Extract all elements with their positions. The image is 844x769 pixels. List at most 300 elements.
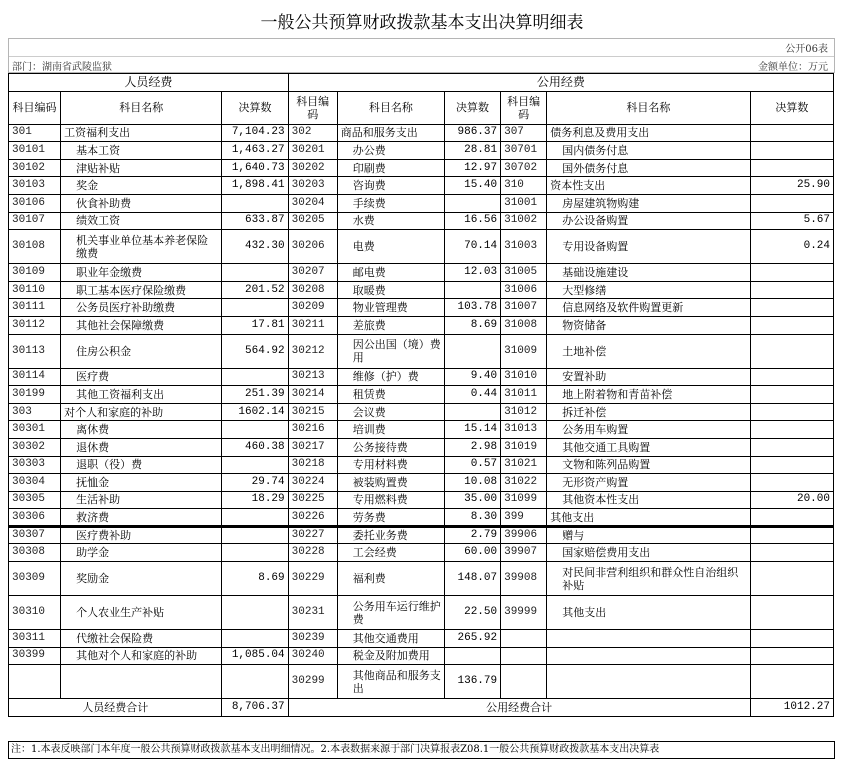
cell-name: 住房公积金	[61, 334, 222, 368]
table-row	[9, 299, 834, 317]
cell-amount: 10.08	[444, 474, 500, 492]
cell-amount	[750, 403, 833, 421]
cell-amount: 8.69	[222, 562, 288, 596]
table-row	[9, 264, 834, 282]
cell-name: 取暖费	[337, 281, 444, 299]
cell-name: 地上附着物和青苗补偿	[547, 386, 750, 404]
table-row	[9, 456, 834, 474]
cell-code: 30215	[288, 403, 337, 421]
cell-amount: 2.98	[444, 438, 500, 456]
cell-code: 31006	[501, 281, 547, 299]
cell-code: 30209	[288, 299, 337, 317]
public-header: 公用经费	[288, 74, 833, 92]
cell-amount: 460.38	[222, 438, 288, 456]
cell-code: 30301	[9, 421, 61, 439]
table-row	[9, 194, 834, 212]
table-row	[9, 509, 834, 527]
cell-amount	[750, 596, 833, 630]
cell-amount: 15.40	[444, 177, 500, 195]
cell-name: 奖金	[61, 177, 222, 195]
cell-code: 30240	[288, 647, 337, 665]
cell-code: 30216	[288, 421, 337, 439]
cell-code: 30114	[9, 368, 61, 386]
cell-amount	[750, 194, 833, 212]
personnel-total-value: 8,706.37	[222, 699, 288, 717]
cell-name: 物资储备	[547, 316, 750, 334]
cell-code: 30308	[9, 544, 61, 562]
cell-code: 30239	[288, 630, 337, 648]
cell-amount: 432.30	[222, 230, 288, 264]
cell-name: 伙食补助费	[61, 194, 222, 212]
cell-name: 助学金	[61, 544, 222, 562]
cell-name: 职业年金缴费	[61, 264, 222, 282]
table-row	[9, 142, 834, 160]
table-row	[9, 491, 834, 509]
cell-code: 30110	[9, 281, 61, 299]
cell-code: 30205	[288, 212, 337, 230]
cell-code: 31022	[501, 474, 547, 492]
cell-name: 抚恤金	[61, 474, 222, 492]
cell-amount	[222, 526, 288, 544]
public-total-value: 1012.27	[750, 699, 833, 717]
cell-name: 电费	[337, 230, 444, 264]
cell-amount: 5.67	[750, 212, 833, 230]
cell-amount	[750, 386, 833, 404]
cell-code: 31012	[501, 403, 547, 421]
cell-code: 30399	[9, 647, 61, 665]
cell-code: 30113	[9, 334, 61, 368]
cell-amount	[750, 526, 833, 544]
expenditure-table	[8, 73, 834, 717]
cell-name: 工资福利支出	[61, 124, 222, 142]
cell-amount	[750, 421, 833, 439]
cell-amount: 2.79	[444, 526, 500, 544]
cell-amount	[222, 596, 288, 630]
table-row	[9, 368, 834, 386]
cell-amount	[750, 647, 833, 665]
cell-code: 30227	[288, 526, 337, 544]
cell-name: 维修（护）费	[337, 368, 444, 386]
cell-code: 30106	[9, 194, 61, 212]
table-row	[9, 665, 834, 699]
cell-code: 303	[9, 403, 61, 421]
cell-amount	[750, 316, 833, 334]
cell-code: 30304	[9, 474, 61, 492]
cell-amount: 8.30	[444, 509, 500, 527]
cell-code: 301	[9, 124, 61, 142]
table-row	[9, 544, 834, 562]
cell-name: 公务员医疗补助缴费	[61, 299, 222, 317]
col-code-header: 科目编码	[501, 91, 547, 124]
cell-code: 30702	[501, 159, 547, 177]
cell-name: 劳务费	[337, 509, 444, 527]
cell-name: 职工基本医疗保险缴费	[61, 281, 222, 299]
cell-amount	[750, 264, 833, 282]
cell-amount	[750, 456, 833, 474]
cell-amount	[444, 194, 500, 212]
table-row	[9, 474, 834, 492]
cell-amount: 986.37	[444, 124, 500, 142]
cell-code: 30303	[9, 456, 61, 474]
cell-name: 福利费	[337, 562, 444, 596]
cell-name: 医疗费补助	[61, 526, 222, 544]
table-row	[9, 421, 834, 439]
cell-amount: 18.29	[222, 491, 288, 509]
cell-code	[9, 665, 61, 699]
cell-name: 其他对个人和家庭的补助	[61, 647, 222, 665]
cell-name: 办公设备购置	[547, 212, 750, 230]
table-row	[9, 386, 834, 404]
cell-amount: 265.92	[444, 630, 500, 648]
table-row	[9, 526, 834, 544]
cell-code: 31021	[501, 456, 547, 474]
cell-name: 资本性支出	[547, 177, 750, 195]
cell-amount: 1,640.73	[222, 159, 288, 177]
cell-name: 代缴社会保险费	[61, 630, 222, 648]
cell-amount: 12.03	[444, 264, 500, 282]
cell-name: 个人农业生产补贴	[61, 596, 222, 630]
cell-code: 30214	[288, 386, 337, 404]
cell-name: 邮电费	[337, 264, 444, 282]
cell-name: 无形资产购置	[547, 474, 750, 492]
cell-name: 退职（役）费	[61, 456, 222, 474]
personnel-total-label: 人员经费合计	[9, 699, 222, 717]
cell-amount: 1,085.04	[222, 647, 288, 665]
cell-code: 31009	[501, 334, 547, 368]
cell-amount	[444, 334, 500, 368]
cell-code: 30299	[288, 665, 337, 699]
cell-name: 奖励金	[61, 562, 222, 596]
cell-name: 因公出国（境）费用	[337, 334, 444, 368]
cell-amount	[222, 630, 288, 648]
cell-amount	[222, 665, 288, 699]
cell-name: 专用材料费	[337, 456, 444, 474]
cell-code: 31003	[501, 230, 547, 264]
table-row	[9, 230, 834, 264]
cell-name	[547, 665, 750, 699]
divider	[9, 56, 834, 57]
cell-amount: 28.81	[444, 142, 500, 160]
cell-name: 公务用车运行维护费	[337, 596, 444, 630]
cell-code: 30112	[9, 316, 61, 334]
cell-code: 30208	[288, 281, 337, 299]
cell-name: 大型修缮	[547, 281, 750, 299]
cell-code: 31013	[501, 421, 547, 439]
cell-name: 会议费	[337, 403, 444, 421]
cell-code: 30102	[9, 159, 61, 177]
cell-amount: 103.78	[444, 299, 500, 317]
cell-name: 其他商品和服务支出	[337, 665, 444, 699]
cell-amount	[222, 194, 288, 212]
cell-name: 咨询费	[337, 177, 444, 195]
cell-name: 其他资本性支出	[547, 491, 750, 509]
cell-code: 310	[501, 177, 547, 195]
cell-amount	[750, 474, 833, 492]
cell-code: 30217	[288, 438, 337, 456]
cell-code: 30204	[288, 194, 337, 212]
cell-code: 30202	[288, 159, 337, 177]
cell-code: 30218	[288, 456, 337, 474]
cell-name: 培训费	[337, 421, 444, 439]
cell-amount	[444, 647, 500, 665]
cell-code: 302	[288, 124, 337, 142]
cell-code: 31011	[501, 386, 547, 404]
table-row	[9, 316, 834, 334]
cell-amount	[444, 281, 500, 299]
cell-amount	[750, 665, 833, 699]
cell-name	[547, 630, 750, 648]
cell-code: 30101	[9, 142, 61, 160]
cell-amount: 201.52	[222, 281, 288, 299]
cell-code: 39907	[501, 544, 547, 562]
cell-amount	[750, 438, 833, 456]
cell-name: 其他交通工具购置	[547, 438, 750, 456]
cell-name: 救济费	[61, 509, 222, 527]
cell-name: 对民间非营利组织和群众性自治组织补贴	[547, 562, 750, 596]
cell-name: 专用燃料费	[337, 491, 444, 509]
cell-amount	[750, 299, 833, 317]
report-meta	[8, 38, 835, 73]
cell-amount	[222, 456, 288, 474]
cell-amount	[222, 264, 288, 282]
cell-name: 医疗费	[61, 368, 222, 386]
cell-name: 绩效工资	[61, 212, 222, 230]
cell-code: 31001	[501, 194, 547, 212]
table-row	[9, 562, 834, 596]
amount-unit-label: 金额单位：万元	[758, 62, 828, 73]
cell-amount	[750, 159, 833, 177]
cell-amount: 0.24	[750, 230, 833, 264]
cell-amount: 564.92	[222, 334, 288, 368]
cell-amount	[222, 299, 288, 317]
table-row	[9, 596, 834, 630]
cell-name: 其他社会保障缴费	[61, 316, 222, 334]
cell-code: 39908	[501, 562, 547, 596]
cell-name: 生活补助	[61, 491, 222, 509]
cell-amount: 16.56	[444, 212, 500, 230]
cell-amount: 70.14	[444, 230, 500, 264]
cell-code: 30302	[9, 438, 61, 456]
cell-name: 税金及附加费用	[337, 647, 444, 665]
cell-name: 文物和陈列品购置	[547, 456, 750, 474]
cell-amount	[750, 544, 833, 562]
cell-code: 30203	[288, 177, 337, 195]
cell-name: 津贴补贴	[61, 159, 222, 177]
cell-code: 30306	[9, 509, 61, 527]
table-row	[9, 281, 834, 299]
cell-name: 租赁费	[337, 386, 444, 404]
col-name-header: 科目名称	[337, 91, 444, 124]
cell-code: 30111	[9, 299, 61, 317]
cell-name: 债务利息及费用支出	[547, 124, 750, 142]
cell-code: 30213	[288, 368, 337, 386]
cell-code: 31002	[501, 212, 547, 230]
cell-name: 国内债务付息	[547, 142, 750, 160]
cell-name: 土地补偿	[547, 334, 750, 368]
cell-amount: 60.00	[444, 544, 500, 562]
cell-amount	[750, 124, 833, 142]
cell-amount	[444, 403, 500, 421]
cell-code: 30224	[288, 474, 337, 492]
cell-amount: 25.90	[750, 177, 833, 195]
cell-amount	[750, 142, 833, 160]
cell-code: 30107	[9, 212, 61, 230]
cell-name: 商品和服务支出	[337, 124, 444, 142]
cell-code: 30206	[288, 230, 337, 264]
cell-name: 其他支出	[547, 596, 750, 630]
cell-name: 赠与	[547, 526, 750, 544]
cell-name: 拆迁补偿	[547, 403, 750, 421]
cell-amount: 148.07	[444, 562, 500, 596]
cell-amount: 633.87	[222, 212, 288, 230]
cell-name: 安置补助	[547, 368, 750, 386]
cell-amount	[222, 368, 288, 386]
cell-amount	[222, 544, 288, 562]
cell-amount: 12.97	[444, 159, 500, 177]
cell-code: 31008	[501, 316, 547, 334]
cell-code: 30310	[9, 596, 61, 630]
cell-amount: 17.81	[222, 316, 288, 334]
col-code-header: 科目编码	[288, 91, 337, 124]
col-amount-header: 决算数	[444, 91, 500, 124]
cell-code: 30305	[9, 491, 61, 509]
table-row	[9, 212, 834, 230]
cell-name: 基本工资	[61, 142, 222, 160]
cell-code: 30212	[288, 334, 337, 368]
cell-name: 公务接待费	[337, 438, 444, 456]
cell-name	[61, 665, 222, 699]
cell-code: 30103	[9, 177, 61, 195]
col-name-header: 科目名称	[61, 91, 222, 124]
table-row	[9, 159, 834, 177]
col-name-header: 科目名称	[547, 91, 750, 124]
cell-code: 30228	[288, 544, 337, 562]
cell-code: 30307	[9, 526, 61, 544]
cell-code: 31019	[501, 438, 547, 456]
cell-name: 退休费	[61, 438, 222, 456]
cell-name: 被装购置费	[337, 474, 444, 492]
cell-code: 30231	[288, 596, 337, 630]
cell-code: 30225	[288, 491, 337, 509]
col-code-header: 科目编码	[9, 91, 61, 124]
cell-name: 差旅费	[337, 316, 444, 334]
cell-code: 30109	[9, 264, 61, 282]
cell-name: 其他交通费用	[337, 630, 444, 648]
cell-amount: 7,104.23	[222, 124, 288, 142]
cell-code: 30701	[501, 142, 547, 160]
cell-amount	[750, 368, 833, 386]
cell-code: 30201	[288, 142, 337, 160]
cell-amount: 15.14	[444, 421, 500, 439]
cell-code: 30226	[288, 509, 337, 527]
cell-code: 30207	[288, 264, 337, 282]
cell-name: 委托业务费	[337, 526, 444, 544]
cell-name: 国家赔偿费用支出	[547, 544, 750, 562]
cell-amount: 136.79	[444, 665, 500, 699]
cell-name: 基础设施建设	[547, 264, 750, 282]
cell-amount: 29.74	[222, 474, 288, 492]
cell-code: 399	[501, 509, 547, 527]
table-row	[9, 403, 834, 421]
cell-name: 机关事业单位基本养老保险缴费	[61, 230, 222, 264]
page-title: 一般公共预算财政拨款基本支出决算明细表	[260, 13, 584, 33]
cell-code: 31099	[501, 491, 547, 509]
cell-code: 30108	[9, 230, 61, 264]
cell-code: 31005	[501, 264, 547, 282]
cell-name: 水费	[337, 212, 444, 230]
cell-amount	[750, 509, 833, 527]
cell-amount	[750, 334, 833, 368]
cell-name: 其他工资福利支出	[61, 386, 222, 404]
cell-amount: 8.69	[444, 316, 500, 334]
cell-code: 30309	[9, 562, 61, 596]
cell-name: 对个人和家庭的补助	[61, 403, 222, 421]
cell-amount: 1,898.41	[222, 177, 288, 195]
cell-code: 307	[501, 124, 547, 142]
cell-code: 30211	[288, 316, 337, 334]
cell-code	[501, 665, 547, 699]
cell-amount	[750, 630, 833, 648]
cell-name: 信息网络及软件购置更新	[547, 299, 750, 317]
cell-amount: 0.57	[444, 456, 500, 474]
cell-name: 其他支出	[547, 509, 750, 527]
cell-amount: 20.00	[750, 491, 833, 509]
cell-amount: 22.50	[444, 596, 500, 630]
cell-name: 公务用车购置	[547, 421, 750, 439]
cell-name: 办公费	[337, 142, 444, 160]
cell-name: 工会经费	[337, 544, 444, 562]
cell-code	[501, 647, 547, 665]
cell-amount: 1602.14	[222, 403, 288, 421]
form-number: 公开06表	[785, 44, 828, 55]
cell-amount: 251.39	[222, 386, 288, 404]
cell-amount	[222, 509, 288, 527]
table-row	[9, 438, 834, 456]
cell-name: 物业管理费	[337, 299, 444, 317]
cell-name	[547, 647, 750, 665]
cell-name: 国外债务付息	[547, 159, 750, 177]
table-row	[9, 124, 834, 142]
cell-name: 手续费	[337, 194, 444, 212]
table-body	[9, 124, 834, 699]
cell-code: 39999	[501, 596, 547, 630]
table-row	[9, 630, 834, 648]
table-row	[9, 647, 834, 665]
cell-code: 31007	[501, 299, 547, 317]
department-label: 部门：湖南省武陵监狱	[12, 62, 112, 73]
cell-amount	[750, 562, 833, 596]
cell-code: 30229	[288, 562, 337, 596]
cell-code	[501, 630, 547, 648]
cell-amount	[750, 281, 833, 299]
cell-amount	[222, 421, 288, 439]
cell-amount: 9.40	[444, 368, 500, 386]
footnote: 注：1.本表反映部门本年度一般公共预算财政拨款基本支出明细情况。2.本表数据来源于部门决算报表Z08.1一般公共预算财政拨款基本支出决算表	[8, 741, 835, 759]
table-row	[9, 177, 834, 195]
cell-code: 30199	[9, 386, 61, 404]
cell-name: 印刷费	[337, 159, 444, 177]
col-amount-header: 决算数	[750, 91, 833, 124]
cell-amount: 1,463.27	[222, 142, 288, 160]
table-row	[9, 334, 834, 368]
cell-name: 离休费	[61, 421, 222, 439]
personnel-header: 人员经费	[9, 74, 289, 92]
cell-name: 房屋建筑物购建	[547, 194, 750, 212]
public-total-label: 公用经费合计	[288, 699, 750, 717]
cell-code: 39906	[501, 526, 547, 544]
cell-code: 30311	[9, 630, 61, 648]
cell-name: 专用设备购置	[547, 230, 750, 264]
